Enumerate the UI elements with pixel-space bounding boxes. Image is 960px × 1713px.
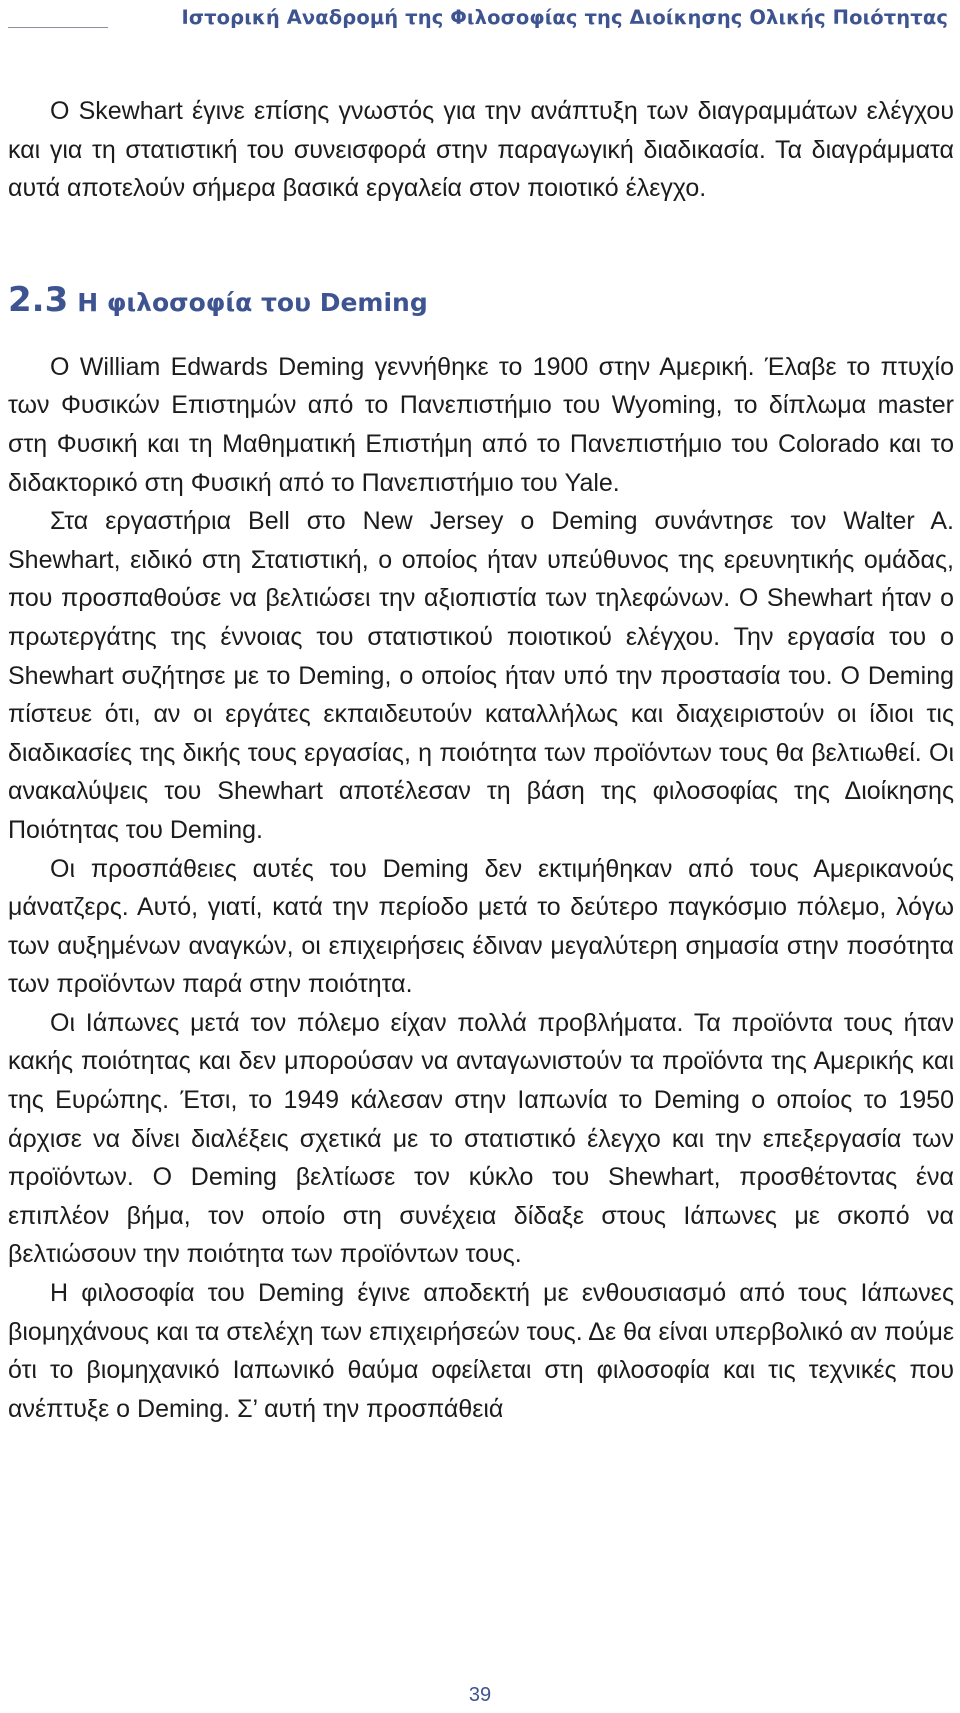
intro-paragraph: Ο Skewhart έγινε επίσης γνωστός για την ανάπτυξη των διαγραμμάτων ελέγχου και για τη στατιστική του συνεισφορά στην παραγωγική διαδικασία. Τα διαγράμματα αυτά αποτελούν σήμερα βασικά εργαλεία στον ποιοτικό έλεγχο.: [8, 97, 954, 203]
page-body: [8, 92, 954, 1428]
body-paragraph: Οι προσπάθειες αυτές του Deming δεν εκτιμήθηκαν από τους Αμερικανούς μάνατζερς. Αυτό, γιατί, κατά την περίοδο μετά το δεύτερο παγκόσμιο πόλεμο, λόγω των αυξημένων αναγκών, οι επιχειρήσεις έδιναν μεγαλύτερη σημασία στην ποσότητα των προϊόντων παρά στην ποιότητα.: [8, 854, 954, 999]
section-number: 2.3: [8, 279, 69, 320]
page-number: 39: [468, 1684, 492, 1706]
running-title: Ιστορική Αναδρομή της Φιλοσοφίας της Διοίκησης Ολικής Ποιότητας: [181, 6, 948, 29]
body-paragraph: Στα εργαστήρια Bell στο New Jersey ο Deming συνάντησε τον Walter A. Shewhart, ειδικό στη Στατιστική, ο οποίος ήταν υπεύθυνος της ερευνητικής ομάδας, που προσπαθούσε να βελτιώσει την αξιοπιστία των τηλεφώνων. Ο Shewhart ήταν ο πρωτεργάτης της έννοιας του στατιστικού ποιοτικού ελέγχου. Την εργασία του ο Shewhart συζήτησε με το Deming, ο οποίος ήταν υπό την προστασία του. Ο Deming πίστευε ότι, αν οι εργάτες εκπαιδευτούν καταλλήλως και διαχειριστούν οι ίδιοι τις διαδικασίες της δικής τους εργασίας, η ποιότητα των προϊόντων τους θα βελτιωθεί. Οι ανακαλύψεις του Shewhart αποτέλεσαν τη βάση της φιλοσοφίας της Διοίκησης Ποιότητας του Deming.: [8, 507, 954, 844]
body-paragraph: Οι Ιάπωνες μετά τον πόλεμο είχαν πολλά προβλήματα. Τα προϊόντα τους ήταν κακής ποιότητας και δεν μπορούσαν να ανταγωνιστούν τα προϊόντα της Αμερικής και της Ευρώπης. Έτσι, το 1949 κάλεσαν στην Ιαπωνία το Deming ο οποίος το 1950 άρχισε να δίνει διαλέξεις σχετικά με το στατιστικό έλεγχο και την επεξεργασία των προϊόντων. Ο Deming βελτίωσε τον κύκλο του Shewhart, προσθέτοντας ένα επιπλέον βήμα, τον οποίο στη συνέχεια δίδαξε στους Ιάπωνες με σκοπό να βελτιώσουν την ποιότητα των προϊόντων τους.: [8, 1008, 954, 1269]
page-header: [0, 0, 960, 50]
section-title: Η φιλοσοφία του Deming: [77, 287, 428, 317]
header-rule: [8, 27, 108, 28]
body-paragraph: Ο William Edwards Deming γεννήθηκε το 1900 στην Αμερική. Έλαβε το πτυχίο των Φυσικών Επιστημών από το Πανεπιστήμιο του Wyoming, το δίπλωμα master στη Φυσική και τη Μαθηματική Επιστήμη από το Πανεπιστήμιο του Colorado και το διδακτορικό στη Φυσική από το Πανεπιστήμιο του Yale.: [8, 352, 954, 497]
body-paragraph: Η φιλοσοφία του Deming έγινε αποδεκτή με ενθουσιασμό από τους Ιάπωνες βιομηχάνους και τα στελέχη των επιχειρήσεών τους. Δε θα είναι υπερβολικό αν πούμε ότι το βιομηχανικό Ιαπωνικό θαύμα οφείλεται στη φιλοσοφία και τις τεχνικές που ανέπτυξε ο Deming. Σ’ αυτή την προσπάθειά: [8, 1279, 954, 1423]
section-heading: [8, 280, 954, 320]
